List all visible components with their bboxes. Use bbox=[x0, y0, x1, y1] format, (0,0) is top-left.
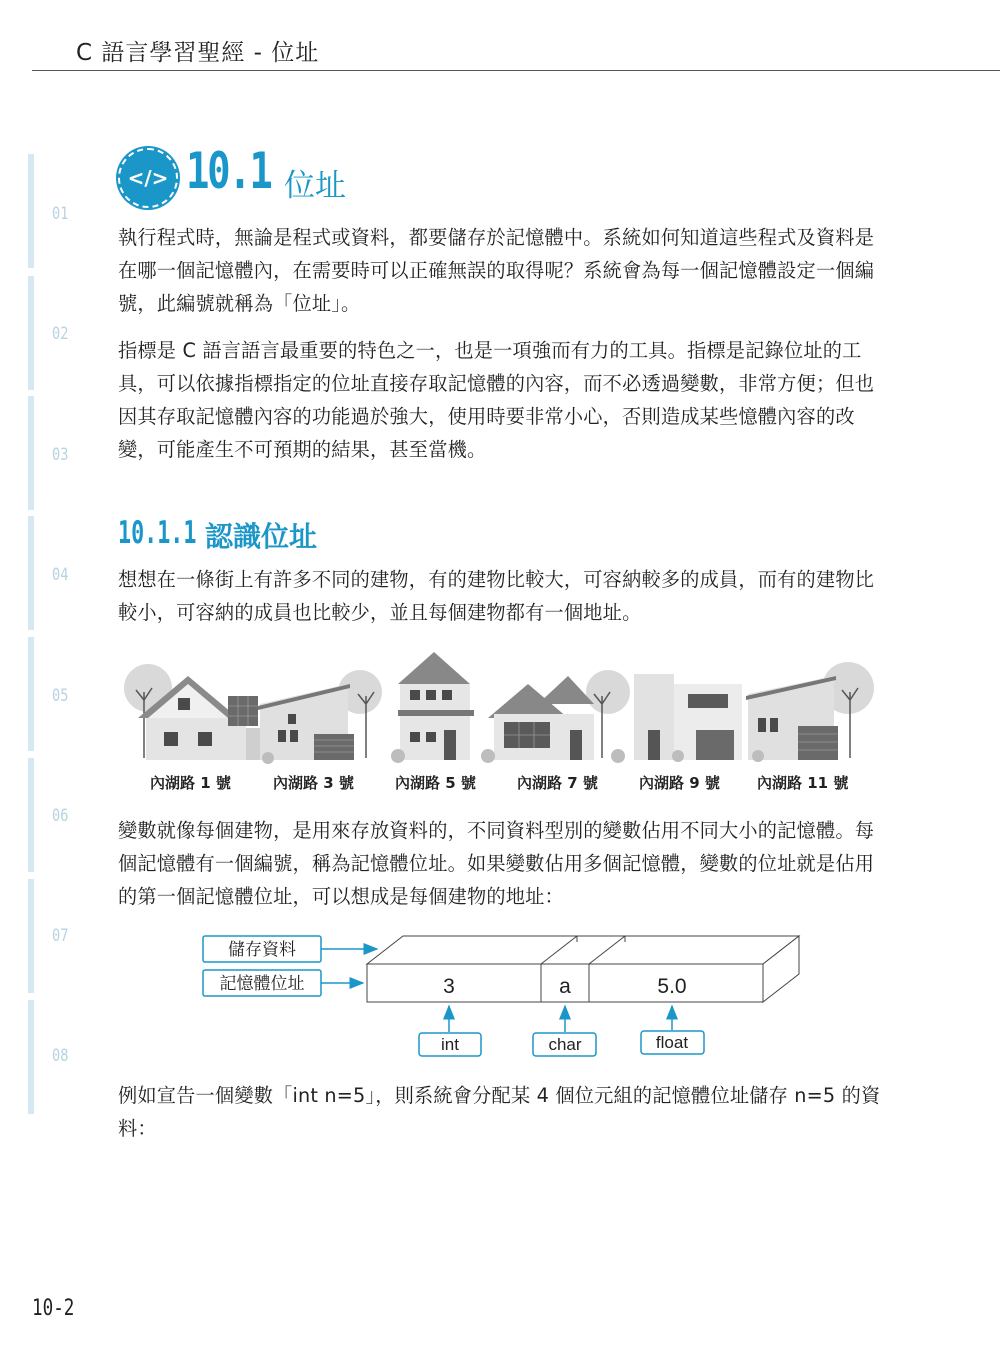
chapter-tab-bar bbox=[28, 516, 34, 630]
label-data: 儲存資料 bbox=[228, 940, 296, 959]
page-number: 10-2 bbox=[32, 1296, 75, 1321]
chapter-tab-bar bbox=[28, 154, 34, 268]
paragraph-street: 想想在一條街上有許多不同的建物，有的建物比較大，可容納較多的成員，而有的建物比較小，可容納的成員也比較少，並且每個建物都有一個地址。 bbox=[118, 568, 875, 624]
paragraph-intro: 執行程式時，無論是程式或資料，都要儲存於記憶體中。系統如何知道這些程式及資料是在哪一個記憶體內，在需要時可以正確無誤的取得呢？系統會為每一個記憶體設定一個編號，此編號就稱為「位址」。 bbox=[118, 226, 875, 315]
street-label: 內湖路 7 號 bbox=[517, 774, 598, 792]
memory-address-diagram bbox=[195, 930, 810, 1062]
chapter-tab-label: 01 bbox=[52, 204, 69, 224]
paragraph-variable: 變數就像每個建物，是用來存放資料的，不同資料型別的變數佔用不同大小的記憶體。每個記憶體有一個編號，稱為記憶體位址。如果變數佔用多個記憶體，變數的位址就是佔用的第一個記憶體位址，可以想成是每個建物的地址： bbox=[118, 819, 875, 908]
chapter-tab-label: 04 bbox=[52, 565, 69, 585]
subsection-title: 認識位址 bbox=[205, 520, 318, 553]
memory-cell-value: 3 bbox=[443, 975, 455, 998]
chapter-tab-bar bbox=[28, 1000, 34, 1114]
memory-cell-value: a bbox=[559, 975, 571, 998]
chapter-tab-bar bbox=[28, 879, 34, 993]
street-houses-illustration bbox=[118, 648, 888, 764]
street-label: 內湖路 1 號 bbox=[150, 774, 231, 792]
chapter-tab-label: 08 bbox=[52, 1046, 69, 1066]
chapter-tab-label: 05 bbox=[52, 686, 69, 706]
header-divider bbox=[32, 70, 1000, 71]
chapter-tab-label: 02 bbox=[52, 324, 69, 344]
street-label: 內湖路 3 號 bbox=[273, 774, 354, 792]
section-number: 10.1 bbox=[186, 142, 271, 200]
chapter-tab-label: 03 bbox=[52, 445, 69, 465]
chapter-tab-bar bbox=[28, 276, 34, 390]
chapter-tab-label: 07 bbox=[52, 926, 69, 946]
chapter-tab-bar bbox=[28, 396, 34, 510]
label-address: 記憶體位址 bbox=[219, 974, 305, 993]
code-icon: </> bbox=[118, 148, 178, 208]
chapter-tab-bar bbox=[28, 758, 34, 872]
street-label: 內湖路 5 號 bbox=[395, 774, 476, 792]
running-header: C 語言學習聖經 - 位址 bbox=[76, 40, 320, 66]
paragraph-declaration: 例如宣告一個變數「int n=5」，則系統會分配某 4 個位元組的記憶體位址儲存 n=5 的資料： bbox=[118, 1084, 881, 1140]
street-label: 內湖路 9 號 bbox=[639, 774, 720, 792]
type-label: int bbox=[441, 1035, 459, 1054]
chapter-tab-label: 06 bbox=[52, 806, 69, 826]
section-title: 位址 bbox=[284, 168, 346, 204]
chapter-tab-bar bbox=[28, 637, 34, 751]
street-label: 內湖路 11 號 bbox=[757, 774, 849, 792]
type-label: float bbox=[655, 1033, 689, 1052]
paragraph-pointer: 指標是 C 語言語言最重要的特色之一，也是一項強而有力的工具。指標是記錄位址的工具，可以依據指標指定的位址直接存取記憶體的內容，而不必透過變數，非常方便；但也因其存取記憶體內容的功能過於強大，使用時要非常小心，否則造成某些憶體內容的改變，可能產生不可預期的結果，甚至當機。 bbox=[118, 339, 875, 461]
memory-cell-value: 5.0 bbox=[657, 975, 687, 998]
subsection-number: 10.1.1 bbox=[118, 515, 197, 551]
type-label: char bbox=[548, 1035, 582, 1054]
